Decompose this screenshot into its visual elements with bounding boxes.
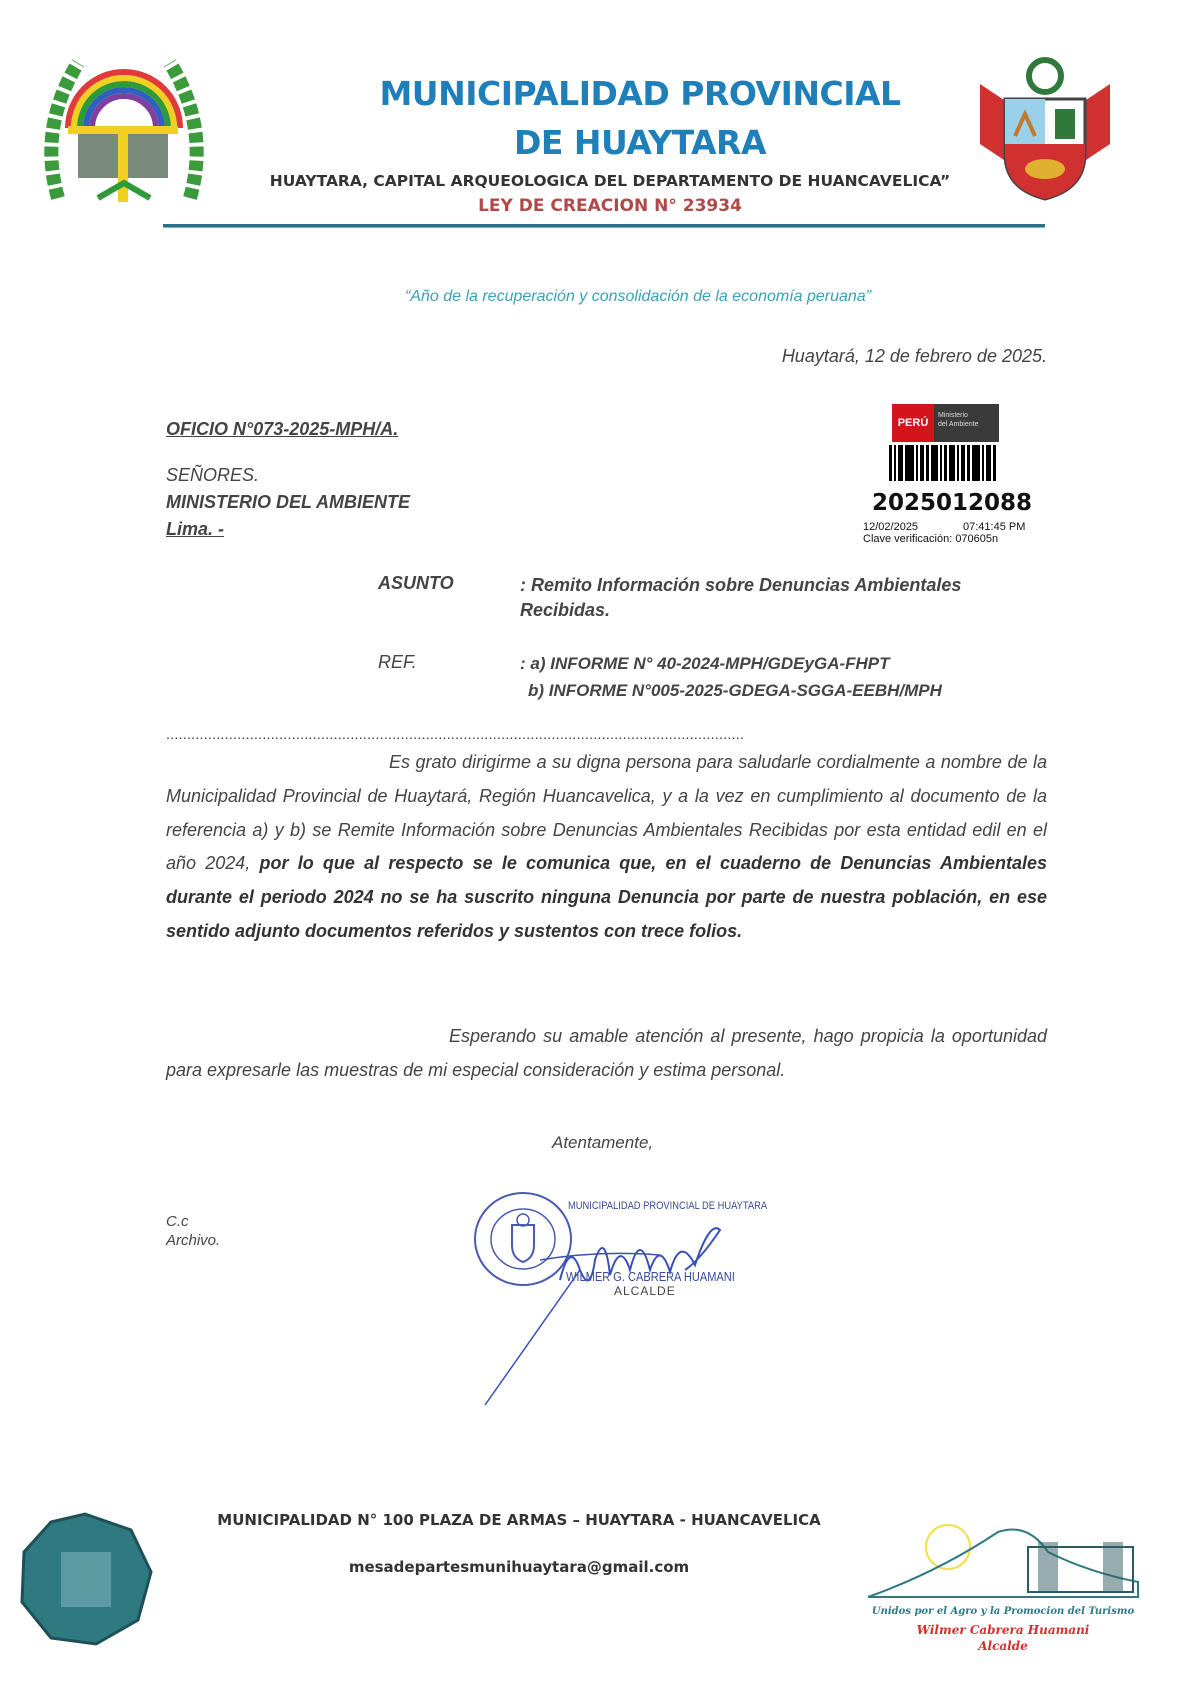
subject-text-line1: : Remito Información sobre Denuncias Ambientales	[520, 575, 962, 595]
document-date: Huaytará, 12 de febrero de 2025.	[781, 346, 1047, 366]
cc-label: C.c	[166, 1213, 189, 1230]
stamp-date: 12/02/2025	[863, 521, 919, 533]
footer-slogan: Unidos por el Agro y la Promocion del Turismo	[871, 1606, 1135, 1617]
peru-coat-of-arms	[970, 54, 1120, 210]
registration-number: 2025012088	[872, 490, 1033, 516]
body-paragraph-1	[166, 746, 1047, 949]
mayor-campaign-logo	[858, 1512, 1148, 1607]
reference-label: REF.	[378, 652, 417, 672]
subtitle: HUAYTARA, CAPITAL ARQUEOLOGICA DEL DEPARTAMENTO DE HUANCAVELICA”	[269, 172, 951, 190]
footer-mayor-name: Wilmer Cabrera Huamani	[916, 1623, 1090, 1637]
reference-a: : a) INFORME N° 40-2024-MPH/GDEyGA-FHPT	[520, 654, 890, 673]
year-motto: “Año de la recuperación y consolidación de la economía peruana”	[404, 288, 872, 305]
subject-text-line2: Recibidas.	[520, 600, 611, 620]
ministry-line1: Ministerio	[938, 412, 968, 419]
subject-label: ASUNTO	[378, 573, 454, 593]
municipal-logo	[38, 48, 210, 214]
handwritten-signature	[480, 1200, 770, 1410]
ministry-line2: del Ambiente	[938, 421, 979, 428]
recipient-line2: MINISTERIO DEL AMBIENTE	[166, 492, 411, 512]
body-paragraph-1-text: Es grato dirigirme a su digna persona para saludarle cordialmente a nombre de la Municipalidad Provincial de Huaytará, Región Huancavelica, y a la vez en cumplimiento al documento de la referencia a) y b) se Remite Información sobre Denuncias Ambientales Recibidas por esta entidad edil en el año 2024,	[166, 752, 1047, 874]
oficio-number: OFICIO N°073-2025-MPH/A.	[166, 419, 399, 439]
title-line1: MUNICIPALIDAD PROVINCIAL	[379, 74, 901, 113]
footer-address: MUNICIPALIDAD N° 100 PLAZA DE ARMAS – HUAYTARA - HUANCAVELICA	[217, 1511, 821, 1529]
signature-stamp-name: WILMER G. CABRERA HUAMANI	[566, 1269, 735, 1284]
ministry-banner	[892, 404, 999, 442]
cc-archive: Archivo.	[166, 1232, 221, 1249]
recipient-line1: SEÑORES.	[166, 465, 260, 485]
closing: Atentamente,	[552, 1133, 654, 1152]
peru-label: PERÚ	[892, 404, 934, 442]
body-paragraph-2: Esperando su amable atención al presente, hago propicia la oportunidad para expresarle las muestras de mi especial consideración y estima personal.	[166, 1026, 1047, 1080]
barcode	[889, 445, 1017, 481]
ministry-label	[934, 404, 999, 442]
dotted-separator: ..........................................................................................................................................	[166, 726, 745, 742]
signature-stamp-line1: MUNICIPALIDAD PROVINCIAL DE HUAYTARA	[568, 1200, 768, 1212]
title-line2: DE HUAYTARA	[513, 123, 767, 162]
law-number: LEY DE CREACION N° 23934	[478, 196, 742, 216]
commemorative-coin	[16, 1512, 155, 1646]
verification-key: Clave verificación: 070605n	[863, 533, 999, 545]
header-divider	[163, 224, 1045, 228]
footer-email: mesadepartesmunihuaytara@gmail.com	[348, 1558, 690, 1576]
recipient-line3: Lima. -	[166, 519, 225, 539]
footer-mayor-role: Alcalde	[978, 1639, 1028, 1653]
stamp-time: 07:41:45 PM	[963, 521, 1026, 533]
reference-b: b) INFORME N°005-2025-GDEGA-SGGA-EEBH/MPH	[528, 681, 942, 700]
body-paragraph-1-bold: por lo que al respecto se le comunica que, en el cuaderno de Denuncias Ambientales durante el periodo 2024 no se ha suscrito ninguna Denuncia por parte de nuestra población, en ese sentido adjunto documentos referidos y sustentos con trece folios.	[166, 853, 1048, 941]
signature-stamp-role: ALCALDE	[614, 1284, 676, 1298]
